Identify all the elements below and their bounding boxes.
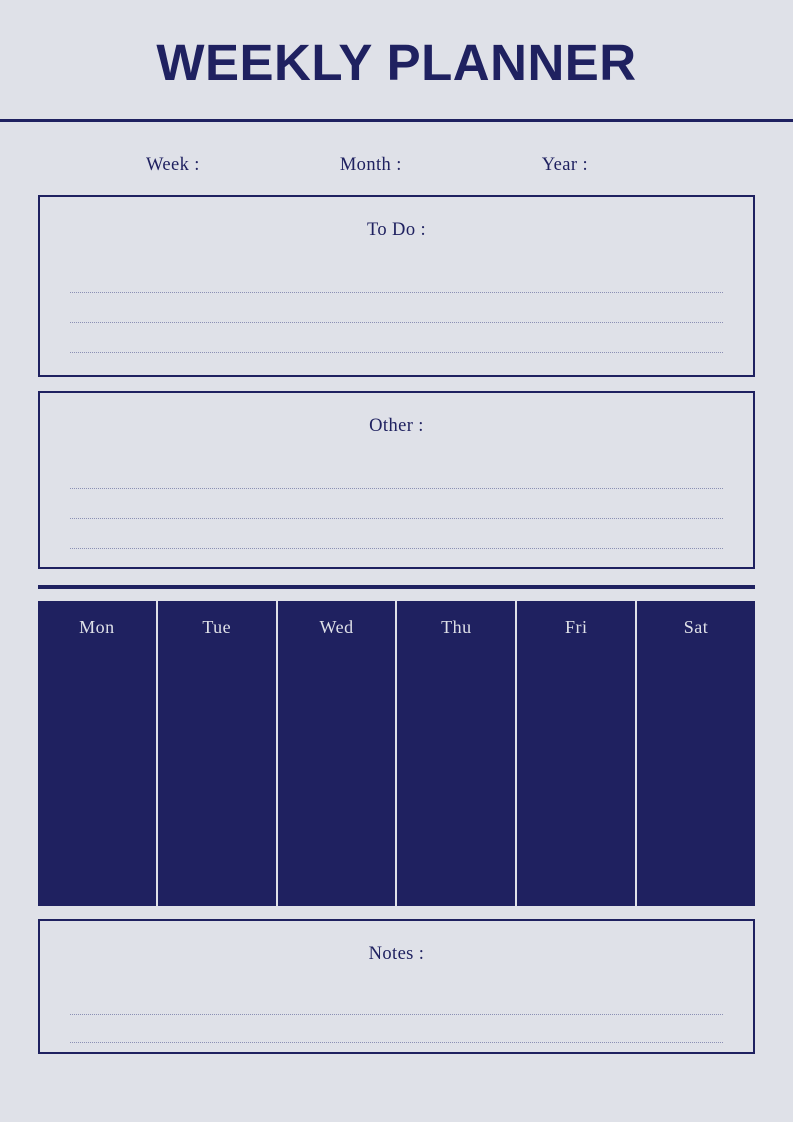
- day-label: Thu: [441, 616, 472, 637]
- day-column-thu[interactable]: [397, 601, 515, 906]
- section-divider: [38, 585, 755, 589]
- day-label: Wed: [319, 616, 354, 637]
- week-field-label[interactable]: Week :: [146, 154, 200, 175]
- day-column-tue[interactable]: [158, 601, 276, 906]
- other-lines: [70, 437, 723, 549]
- todo-line[interactable]: [70, 323, 723, 353]
- other-line[interactable]: [70, 459, 723, 489]
- day-label: Mon: [79, 616, 115, 637]
- other-line[interactable]: [70, 519, 723, 549]
- day-label: Sat: [683, 616, 709, 637]
- day-label: Fri: [564, 616, 588, 637]
- other-section: [38, 391, 755, 569]
- title-divider: [0, 119, 793, 122]
- day-column-wed[interactable]: [278, 601, 396, 906]
- day-label: Tue: [202, 616, 232, 637]
- title-area: [0, 0, 793, 122]
- month-field-label[interactable]: Month :: [339, 154, 402, 175]
- todo-label: To Do :: [366, 219, 427, 240]
- day-grid: [38, 601, 755, 906]
- todo-line[interactable]: [70, 263, 723, 293]
- notes-line[interactable]: [70, 987, 723, 1015]
- year-field-label[interactable]: Year :: [541, 154, 588, 175]
- notes-lines: [70, 965, 723, 1043]
- todo-section: [38, 195, 755, 377]
- meta-row: [0, 155, 793, 176]
- notes-section: [38, 919, 755, 1054]
- other-line[interactable]: [70, 489, 723, 519]
- day-column-mon[interactable]: [38, 601, 156, 906]
- notes-line[interactable]: [70, 1015, 723, 1043]
- page-title: WEEKLY PLANNER: [156, 34, 637, 91]
- todo-line[interactable]: [70, 293, 723, 323]
- day-column-fri[interactable]: [517, 601, 635, 906]
- day-column-sat[interactable]: [637, 601, 755, 906]
- notes-label: Notes :: [368, 943, 425, 964]
- todo-lines: [70, 241, 723, 353]
- other-label: Other :: [369, 415, 424, 436]
